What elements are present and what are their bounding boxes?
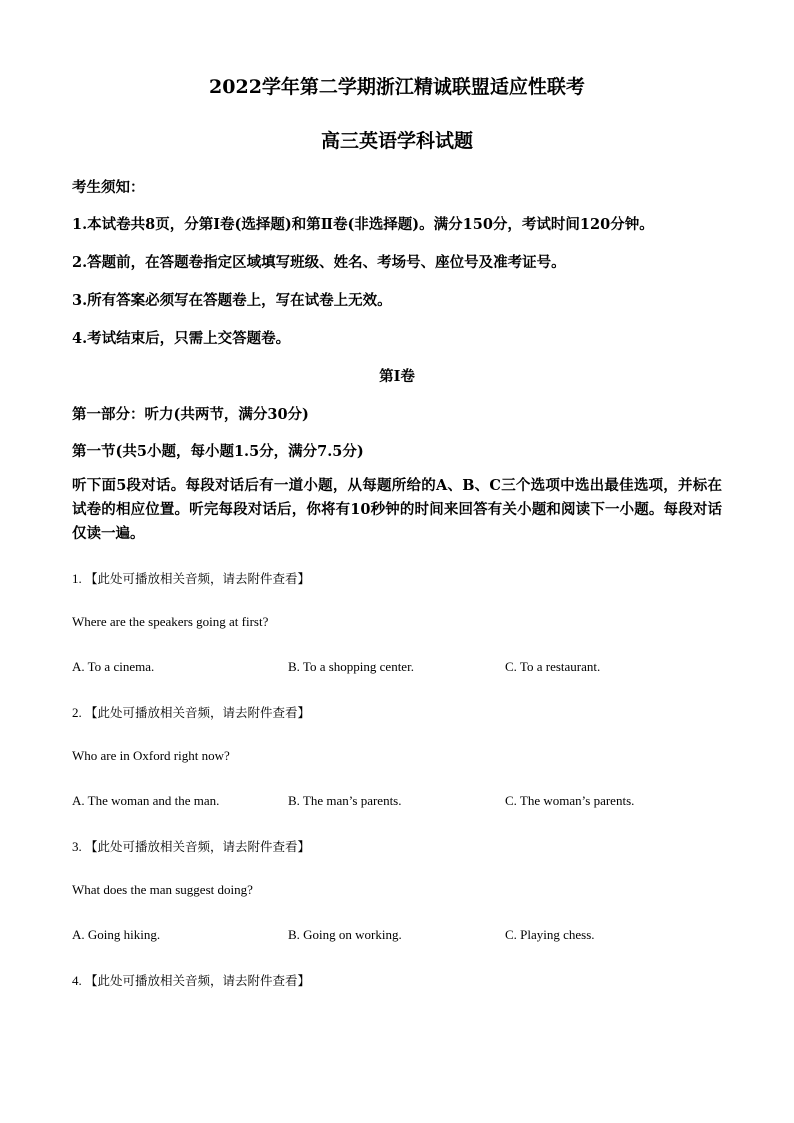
question-number: 2.: [72, 705, 82, 720]
exam-title: 2022学年第二学期浙江精诚联盟适应性联考: [209, 76, 585, 98]
option-b: B. The man’s parents.: [288, 793, 402, 808]
question-header: [72, 569, 310, 587]
question-header: [72, 837, 310, 855]
question-text: Who are in Oxford right now?: [72, 748, 230, 763]
audio-placeholder[interactable]: 【此处可播放相关音频，请去附件查看】: [85, 973, 311, 988]
option-c: C. The woman’s parents.: [505, 793, 635, 808]
question-number: 4.: [72, 973, 82, 988]
notice-item: 3.所有答案必须写在答题卷上，写在试卷上无效。: [72, 292, 392, 309]
option-c: C. To a restaurant.: [505, 659, 601, 674]
option-a: A. Going hiking.: [72, 927, 161, 942]
question-text: Where are the speakers going at first?: [72, 614, 269, 629]
question-header: [72, 703, 310, 721]
part-heading: 第一部分：听力(共两节，满分30分): [72, 406, 309, 423]
notice-item: 1.本试卷共8页，分第Ⅰ卷(选择题)和第Ⅱ卷(非选择题)。满分150分，考试时间120分钟。: [72, 216, 654, 233]
notice-heading: 考生须知：: [72, 179, 145, 196]
volume-heading: 第Ⅰ卷: [379, 368, 415, 385]
question-header: [72, 971, 310, 989]
question-number: 3.: [72, 839, 82, 854]
question-number: 1.: [72, 571, 82, 586]
audio-placeholder[interactable]: 【此处可播放相关音频，请去附件查看】: [85, 571, 311, 586]
audio-placeholder[interactable]: 【此处可播放相关音频，请去附件查看】: [85, 839, 311, 854]
notice-item: 2.答题前，在答题卷指定区域填写班级、姓名、考场号、座位号及准考证号。: [72, 254, 566, 271]
option-b: B. Going on working.: [288, 927, 402, 942]
option-a: A. The woman and the man.: [72, 793, 220, 808]
notice-item: 4.考试结束后，只需上交答题卷。: [72, 330, 291, 347]
option-c: C. Playing chess.: [505, 927, 595, 942]
audio-placeholder[interactable]: 【此处可播放相关音频，请去附件查看】: [85, 705, 311, 720]
option-a: A. To a cinema.: [72, 659, 155, 674]
listening-directions: 听下面5段对话。每段对话后有一道小题，从每题所给的A、B、C三个选项中选出最佳选项，并标在试卷的相应位置。听完每段对话后，你将有10秒钟的时间来回答有关小题和阅读下一小题。每段对话仅读一遍。: [72, 477, 722, 542]
exam-subtitle: 高三英语学科试题: [320, 130, 473, 152]
subsection-heading: 第一节(共5小题，每小题1.5分，满分7.5分): [72, 443, 364, 460]
question-text: What does the man suggest doing?: [72, 882, 253, 897]
option-b: B. To a shopping center.: [288, 659, 414, 674]
